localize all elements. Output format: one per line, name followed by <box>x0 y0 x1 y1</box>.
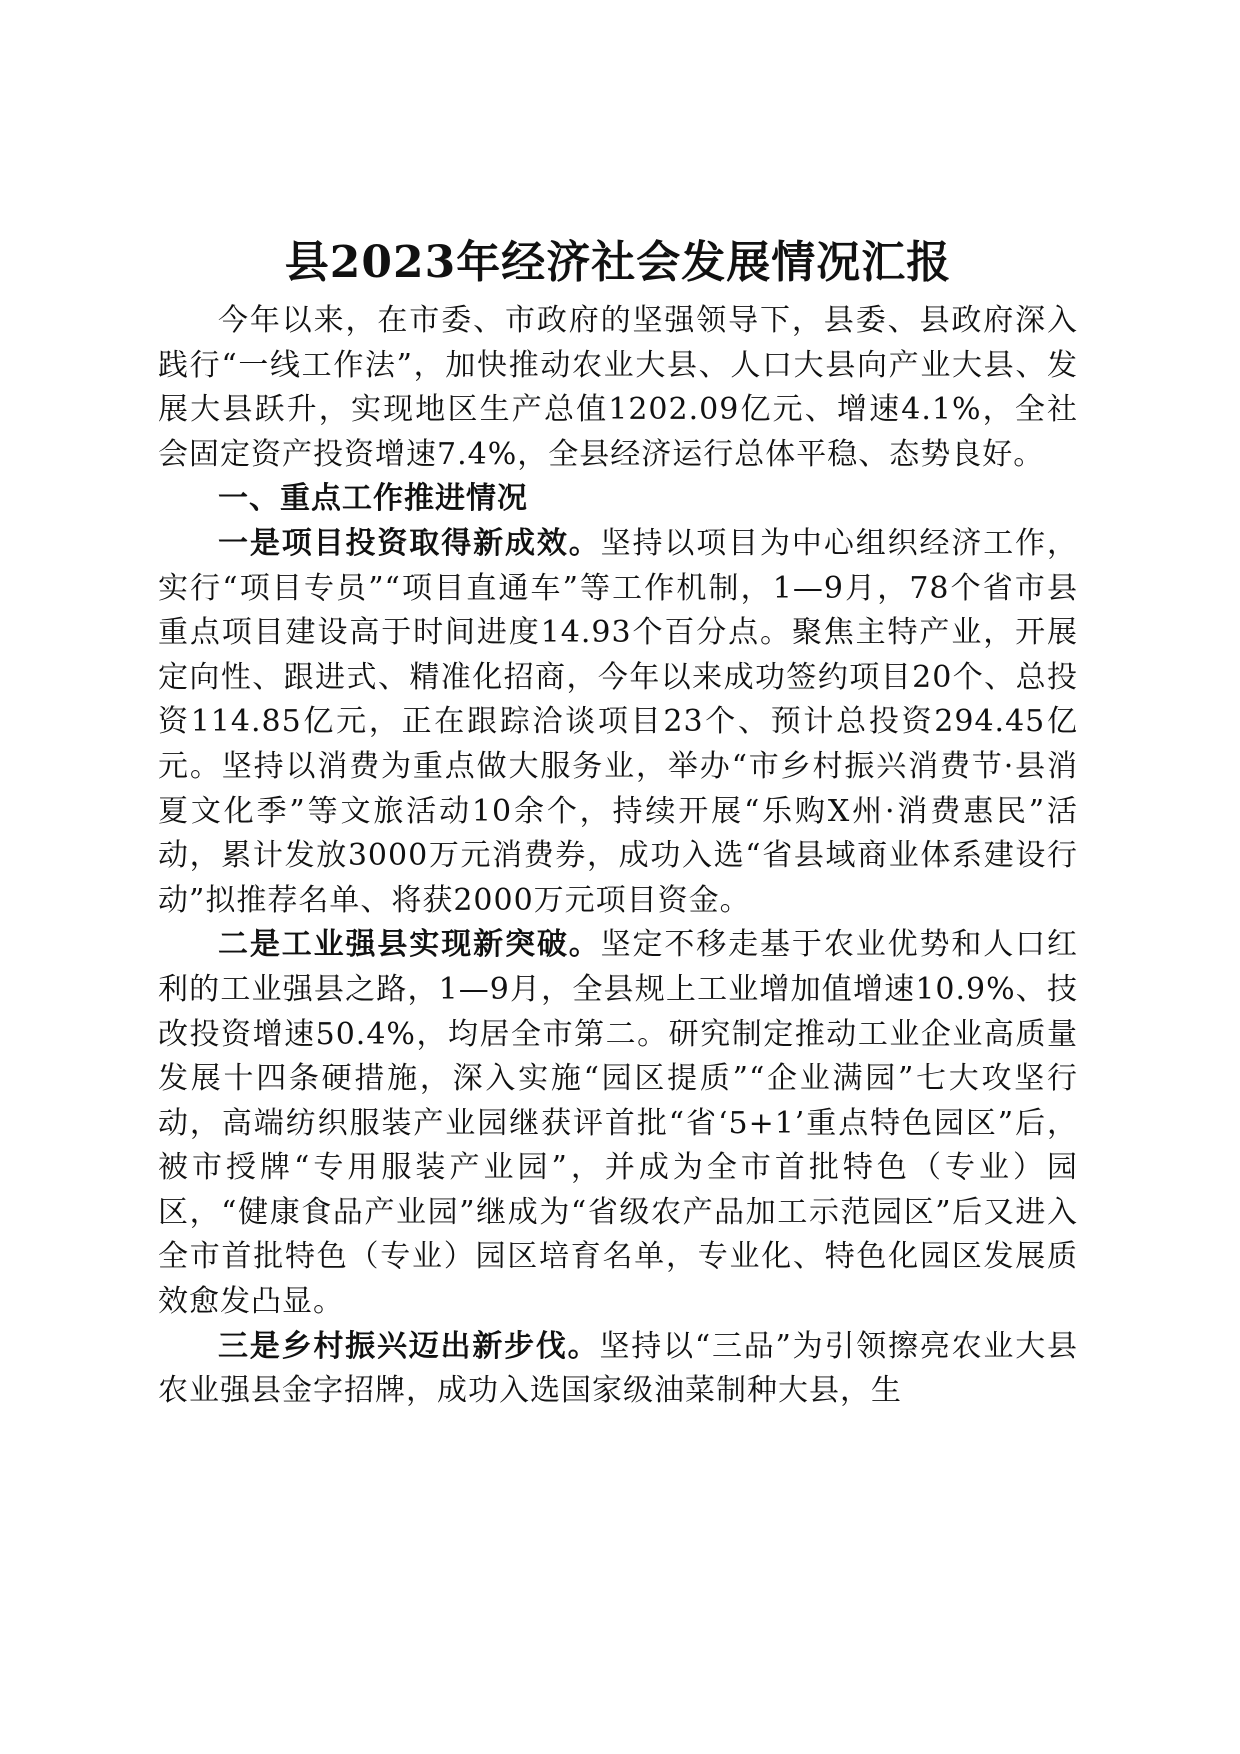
intro-paragraph: 今年以来，在市委、市政府的坚强领导下，县委、县政府深入践行“一线工作法”，加快推动农业大县、人口大县向产业大县、发展大县跃升，实现地区生产总值1202.09亿元、增速4.1%，全社会固定资产投资增速7.4%，全县经济运行总体平稳、态势良好。 <box>158 303 1078 472</box>
item-body: 坚持以项目为中心组织经济工作，实行“项目专员”“项目直通车”等工作机制，1—9月，78个省市县重点项目建设高于时间进度14.93个百分点。聚焦主特产业，开展定向性、跟进式、精准化招商，今年以来成功签约项目20个、总投资114.85亿元，正在跟踪洽谈项目23个、预计总投资294.45亿元。坚持以消费为重点做大服务业，举办“市乡村振兴消费节·县消夏文化季”等文旅活动10余个，持续开展“乐购X州·消费惠民”活动，累计发放3000万元消费券，成功入选“省县域商业体系建设行动”拟推荐名单、将获2000万元项目资金。 <box>158 525 1079 918</box>
document-title: 县2023年经济社会发展情况汇报 <box>284 237 952 288</box>
item-lead: 一是项目投资取得新成效。 <box>218 525 601 561</box>
section-heading: 一、重点工作推进情况 <box>218 481 528 517</box>
item-body: 坚持以“三品”为引领擦亮农业大县农业强县金字招牌，成功入选国家级油菜制种大县，生 <box>158 1328 1078 1409</box>
item-paragraph-3 <box>158 1325 1078 1414</box>
item-lead: 二是工业强县实现新突破。 <box>218 927 601 963</box>
document-page <box>158 235 1078 1414</box>
item-body: 坚定不移走基于农业优势和人口红利的工业强县之路，1—9月，全县规上工业增加值增速10.9%、技改投资增速50.4%，均居全市第二。研究制定推动工业企业高质量发展十四条硬措施，深入实施“园区提质”“企业满园”七大攻坚行动，高端纺织服装产业园继获评首批“省‘5+1’重点特色园区”后，被市授牌“专用服装产业园”，并成为全市首批特色（专业）园区，“健康食品产业园”继成为“省级农产品加工示范园区”后又进入全市首批特色（专业）园区培育名单，专业化、特色化园区发展质效愈发凸显。 <box>158 927 1079 1320</box>
item-paragraph-2 <box>158 923 1078 1324</box>
item-lead: 三是乡村振兴迈出新步伐。 <box>218 1328 600 1364</box>
item-paragraph-1 <box>158 522 1078 923</box>
